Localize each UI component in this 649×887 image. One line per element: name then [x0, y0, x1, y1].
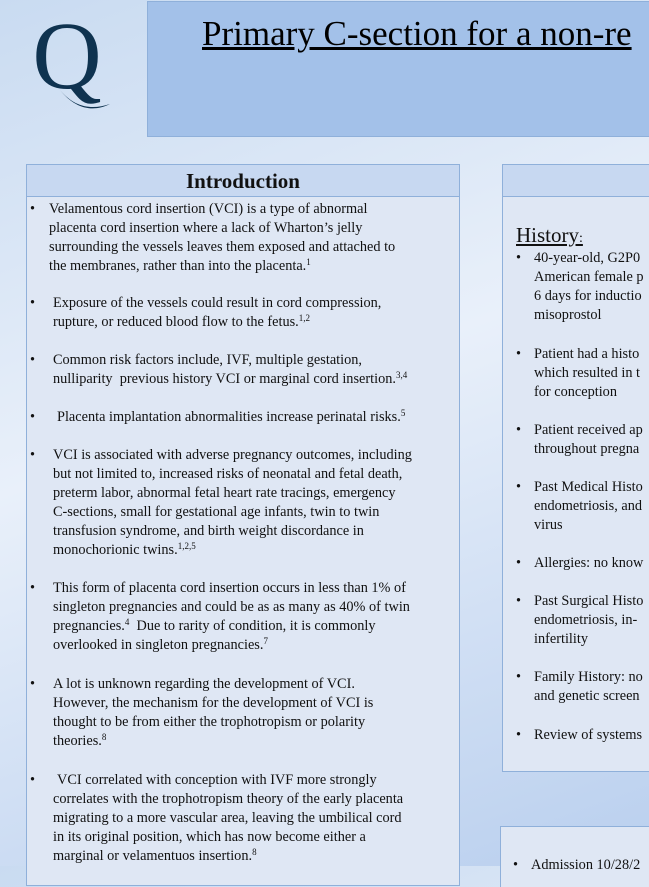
- bullet-icon: •: [516, 727, 522, 743]
- bullet-icon: •: [30, 409, 36, 425]
- bullet-icon: •: [516, 422, 522, 438]
- case-panel-header: [503, 165, 649, 197]
- history-heading: History:: [516, 223, 583, 247]
- introduction-heading: Introduction: [27, 165, 459, 197]
- bullet-icon: •: [516, 479, 522, 495]
- bullet-icon: •: [513, 857, 519, 873]
- logo-letter: Q: [32, 18, 102, 109]
- bullet-icon: •: [30, 295, 36, 311]
- admission-panel: [500, 826, 649, 887]
- bullet-icon: •: [516, 250, 522, 266]
- bullet-icon: •: [30, 772, 36, 788]
- case-presentation-panel: History: • 40-year-old, G2P0 American female p 6 days for inductio misoprostol • Patient had a histo which resulted in t for conception • Patient received ap throughout pregna • Past Medical Histo endometriosis, and virus • Allergies: no know • Past Surgical Histo endometriosis, in- infertility • Family History: no and genetic screen • Review of systems: [502, 164, 649, 772]
- bullet-icon: •: [516, 669, 522, 685]
- introduction-panel: Introduction • Velamentous cord insertion (VCI) is a type of abnormal placenta cord insertion where a lack of Wharton’s jelly surrounding the vessels leaves them exposed and attached to the membranes, rather than into the placenta.$^1$ • Exposure of the vessels could result in cord compression, rupture, or reduced blood flow to the fetus.$^{1,2}$ • Common risk factors include, IVF, multiple gestation, nulliparity previous history VCI or marginal cord insertion.$^{3,4}$ • Placenta implantation abnormalities increase perinatal risks.$^5$ • VCI is associated with adverse pregnancy outcomes, including but not limited to, increased risks of neonatal and fetal death, preterm labor, abnormal fetal heart rate tracings, emergency C-sections, small for gestational age infants, twin to twin transfusion syndrome, and birth weight discordance in monochorionic twins.$^{1,2,5}$ • This form of placenta cord insertion occurs in less than 1% of singleton pregnancies and could be as as many as 40% of twin pregnancies.$^4$ Due to rarity of condition, it is commonly overlooked in singleton pregnancies.$^7$ • A lot is unknown regarding the development of VCI. However, the mechanism for the development of VCI is thought to be from either the trophotropism or polarity theories.$^8$ • VCI correlated with conception with IVF more strongly correlates with the trophotropism theory of the early placenta migrating to a more vascular area, leaving the umbilical cord in its original position, which has now become either a marginal or velamentuos insertion.$^8$: [26, 164, 460, 886]
- bullet-icon: •: [30, 447, 36, 463]
- bullet-icon: •: [516, 346, 522, 362]
- admission-text: Admission 10/28/2: [531, 857, 641, 873]
- bullet-icon: •: [30, 580, 36, 596]
- bullet-icon: •: [30, 352, 36, 368]
- title-banner: [147, 1, 649, 137]
- bullet-icon: •: [516, 593, 522, 609]
- bullet-icon: •: [516, 555, 522, 571]
- bullet-icon: •: [30, 201, 36, 217]
- bullet-icon: •: [30, 676, 36, 692]
- institution-logo: [20, 18, 114, 114]
- poster-title: Primary C-section for a non-re: [202, 14, 632, 53]
